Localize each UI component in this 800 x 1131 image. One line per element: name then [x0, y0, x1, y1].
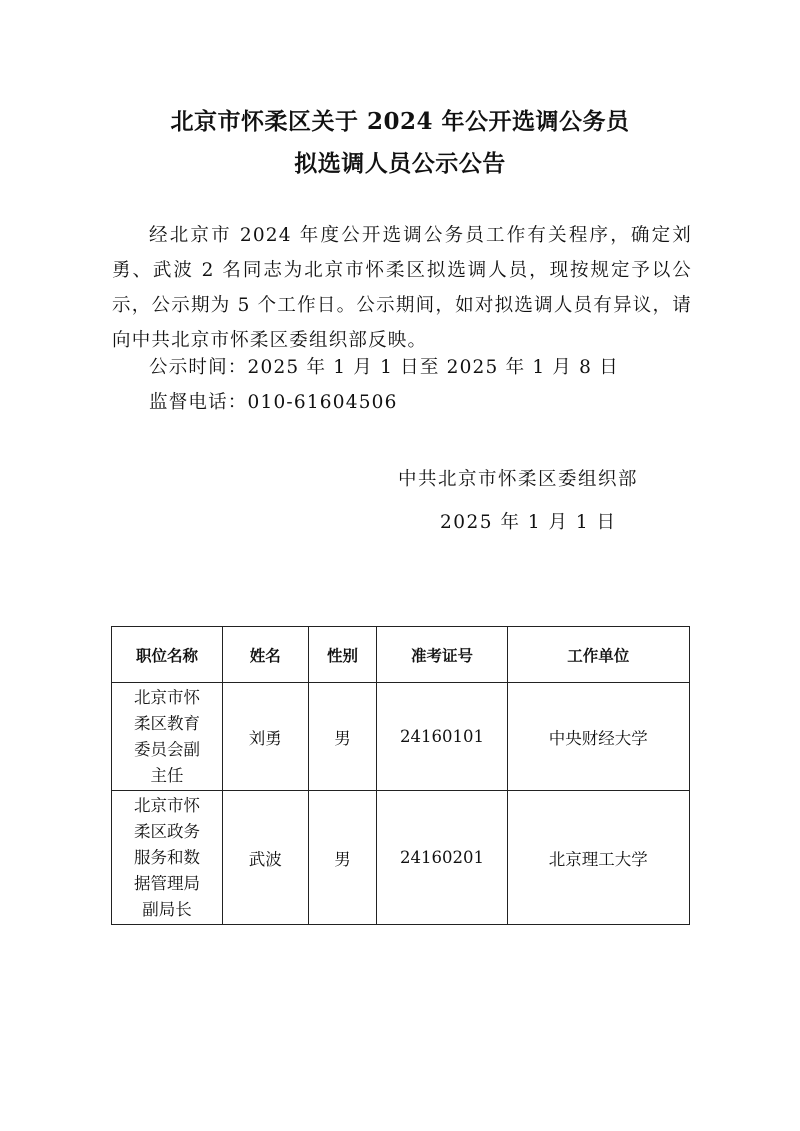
- position-text: 北京市怀柔区教育委员会副主任: [134, 687, 201, 785]
- signature-organization: 中共北京市怀柔区委组织部: [398, 469, 639, 490]
- cell-workplace: 中央财经大学: [507, 683, 689, 791]
- table-header-row: [112, 627, 690, 683]
- cell-exam-id: 24160201: [377, 791, 507, 925]
- cell-gender: 男: [308, 683, 377, 791]
- cell-workplace: 北京理工大学: [507, 791, 689, 925]
- header-name: 姓名: [223, 627, 308, 683]
- supervision-phone: 监督电话：010-61604506: [149, 392, 398, 413]
- table-row: [112, 791, 690, 925]
- cell-name: 武波: [223, 791, 308, 925]
- position-text: 北京市怀柔区政务服务和数据管理局副局长: [134, 795, 201, 919]
- notice-period: 公示时间：2025 年 1 月 1 日至 2025 年 1 月 8 日: [149, 357, 619, 378]
- candidate-table: [111, 626, 690, 925]
- table-row: [112, 683, 690, 791]
- cell-exam-id: 24160101: [377, 683, 507, 791]
- header-position: 职位名称: [112, 627, 223, 683]
- cell-name: 刘勇: [223, 683, 308, 791]
- header-workplace: 工作单位: [507, 627, 689, 683]
- cell-position: [112, 683, 223, 791]
- header-exam-id: 准考证号: [377, 627, 507, 683]
- body-paragraph: 经北京市 2024 年度公开选调公务员工作有关程序，确定刘勇、武波 2 名同志为北京市怀柔区拟选调人员，现按规定予以公示，公示期为 5 个工作日。公示期间，如对拟选调人员有异议，请向中共北京市怀柔区委组织部反映。: [112, 225, 692, 351]
- header-gender: 性别: [308, 627, 377, 683]
- document-title-line1: 北京市怀柔区关于 2024 年公开选调公务员: [170, 108, 630, 135]
- cell-position: [112, 791, 223, 925]
- document-title-line2: 拟选调人员公示公告: [294, 150, 506, 177]
- signature-date: 2025 年 1 月 1 日: [440, 512, 617, 533]
- cell-gender: 男: [308, 791, 377, 925]
